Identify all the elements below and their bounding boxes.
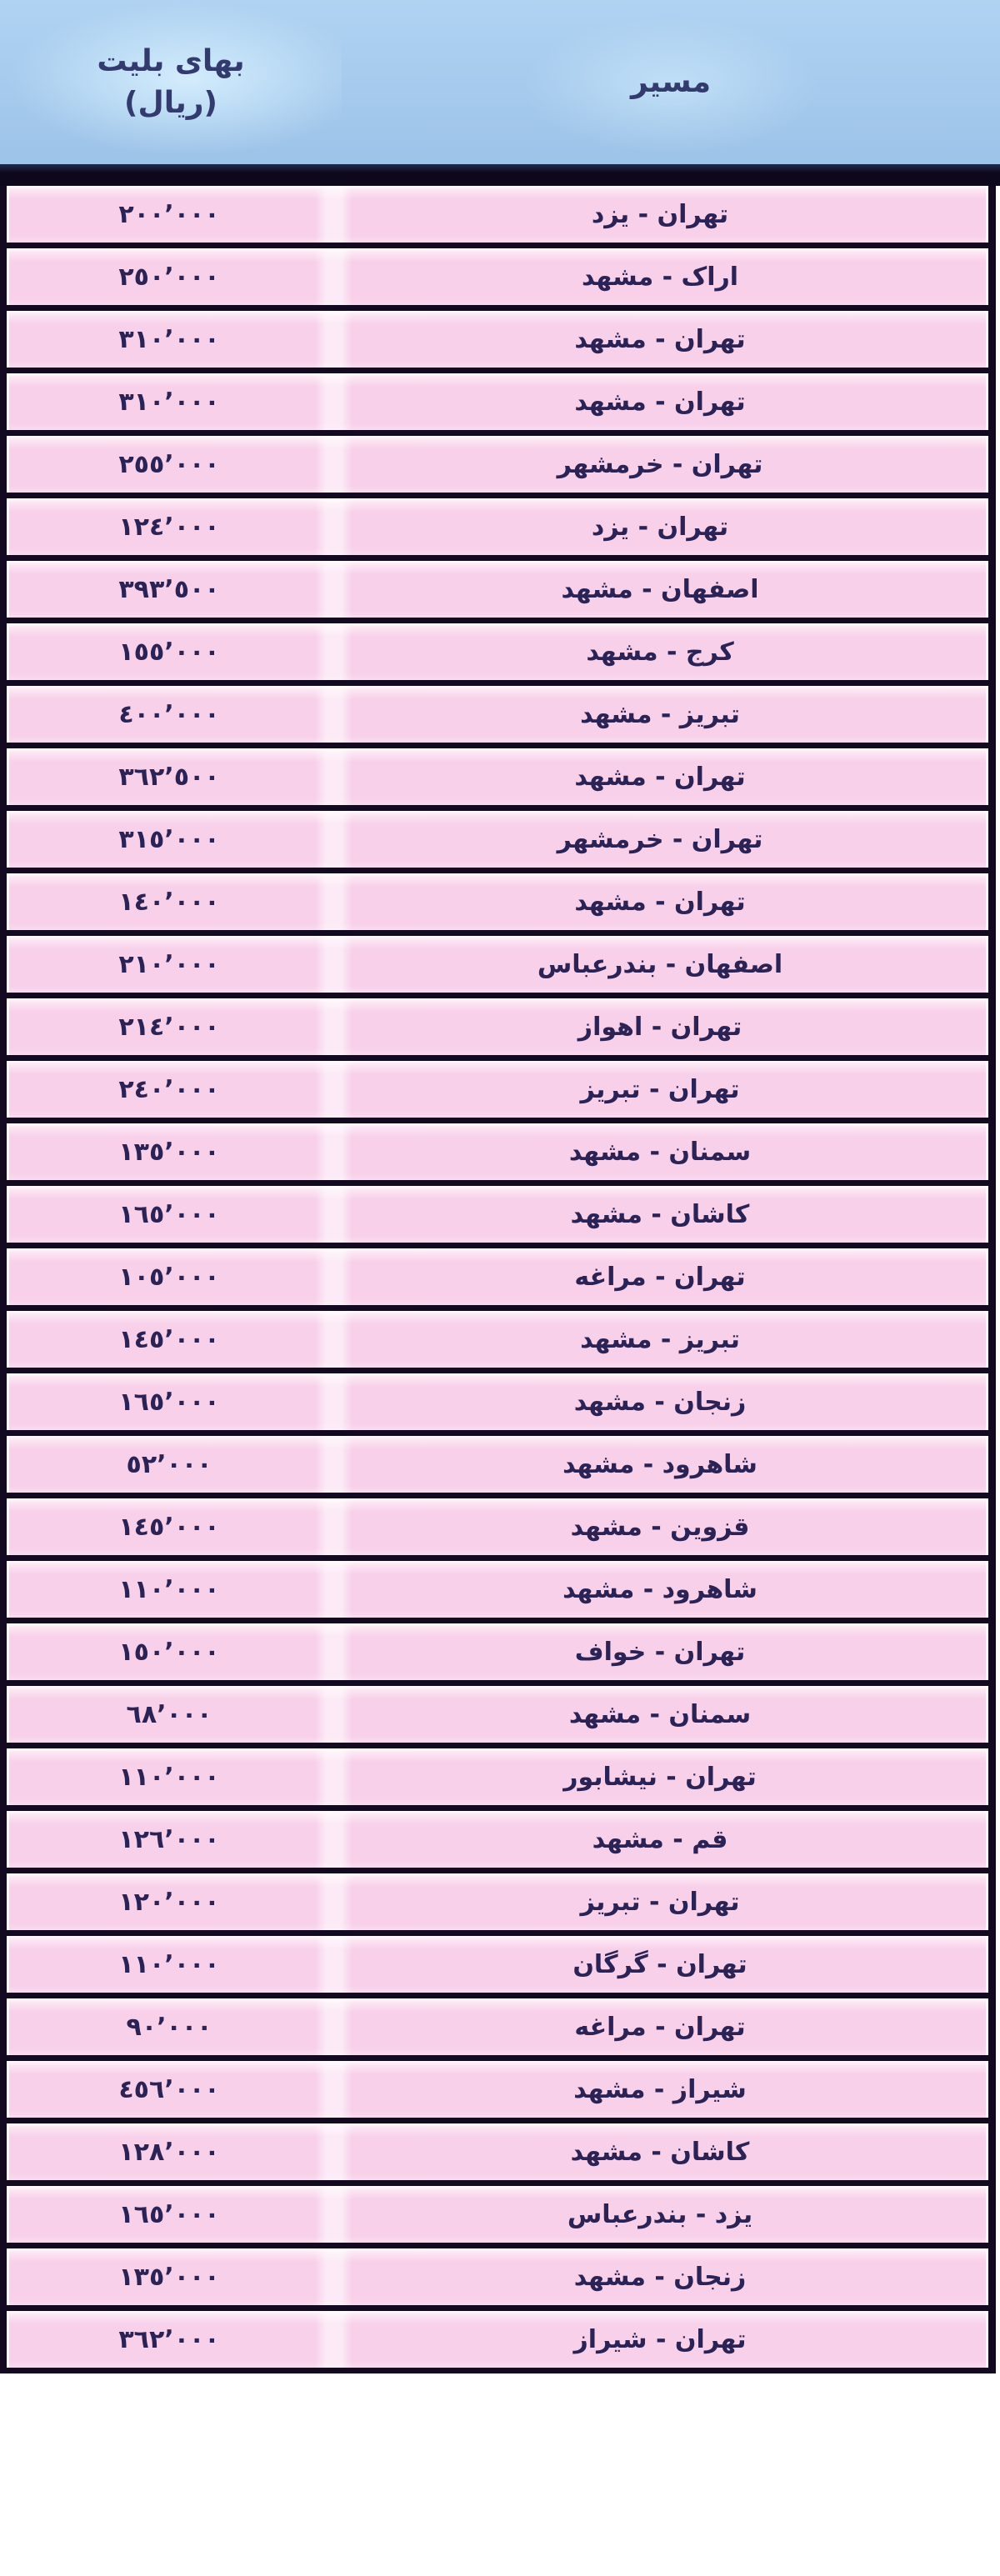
price-cell	[7, 2263, 332, 2292]
route-cell	[332, 1950, 988, 1979]
price-cell	[7, 950, 332, 979]
table-body	[0, 186, 996, 2373]
price-text: ١٦٥٬٠٠٠	[118, 1387, 220, 1417]
table-row	[7, 1811, 988, 1873]
price-text: ٦٨٬٠٠٠	[126, 1699, 212, 1729]
price-cell	[7, 200, 332, 229]
route-text: تهران - گرگان	[572, 1949, 748, 1979]
route-text: تهران - مشهد	[574, 324, 746, 354]
price-text: ٥٢٬٠٠٠	[126, 1449, 212, 1479]
route-text: تهران - یزد	[591, 512, 729, 542]
price-cell	[7, 1888, 332, 1917]
price-cell	[7, 2075, 332, 2104]
table-row	[7, 186, 988, 248]
table-row	[7, 248, 988, 311]
price-text: ٣٩٣٬٥٠٠	[118, 574, 220, 604]
route-cell	[332, 1075, 988, 1104]
price-cell	[7, 888, 332, 917]
route-text: تبریز - مشهد	[580, 1324, 740, 1354]
price-text: ٢٠٠٬٠٠٠	[118, 199, 220, 229]
route-cell	[332, 1763, 988, 1792]
route-text: تبریز - مشهد	[580, 699, 740, 729]
route-text: تهران - مراغه	[574, 2012, 746, 2042]
route-cell	[332, 513, 988, 542]
table-row	[7, 498, 988, 561]
route-cell	[332, 2200, 988, 2229]
price-cell	[7, 325, 332, 354]
route-text: تهران - مشهد	[574, 762, 746, 792]
price-text: ١٠٥٬٠٠٠	[118, 1262, 220, 1292]
price-text: ١٥٠٬٠٠٠	[118, 1637, 220, 1667]
price-text: ١٣٥٬٠٠٠	[118, 1137, 220, 1167]
route-text: شاهرود - مشهد	[562, 1574, 758, 1604]
price-cell	[7, 2138, 332, 2167]
table-row	[7, 373, 988, 436]
price-text: ٢٤٠٬٠٠٠	[118, 1074, 220, 1104]
header-separator-bar	[0, 164, 1000, 186]
price-text: ٣١٠٬٠٠٠	[118, 387, 220, 417]
route-cell	[332, 325, 988, 354]
route-text: تهران - خواف	[574, 1637, 746, 1667]
route-text: اراک - مشهد	[581, 262, 739, 292]
price-text: ٩٠٬٠٠٠	[126, 2012, 212, 2042]
route-cell	[332, 1888, 988, 1917]
table-row	[7, 2248, 988, 2311]
price-cell	[7, 450, 332, 479]
route-text: شیراز - مشهد	[573, 2074, 747, 2104]
table-row	[7, 686, 988, 748]
route-text: کاشان - مشهد	[570, 2137, 750, 2167]
price-text: ١٤٠٬٠٠٠	[118, 887, 220, 917]
price-text: ١٢٤٬٠٠٠	[118, 512, 220, 542]
price-text: ٤٥٦٬٠٠٠	[118, 2074, 220, 2104]
table-row	[7, 1873, 988, 1936]
table-row	[7, 2123, 988, 2186]
table-row	[7, 1998, 988, 2061]
price-text: ١٤٥٬٠٠٠	[118, 1512, 220, 1542]
route-text: کاشان - مشهد	[570, 1199, 750, 1229]
price-text: ١٢٨٬٠٠٠	[118, 2137, 220, 2167]
route-cell	[332, 263, 988, 292]
price-cell	[7, 2325, 332, 2354]
price-header-line2: (ریال)	[124, 85, 218, 120]
route-text: یزد - بندرعباس	[567, 2199, 753, 2229]
price-text: ١٥٥٬٠٠٠	[118, 637, 220, 667]
table-row	[7, 1123, 988, 1186]
table-row	[7, 1561, 988, 1623]
price-text: ٢١٤٬٠٠٠	[118, 1012, 220, 1042]
table-row	[7, 436, 988, 498]
route-cell	[332, 1638, 988, 1667]
table-row	[7, 623, 988, 686]
table-row	[7, 2311, 988, 2373]
route-text: تهران - خرمشهر	[557, 824, 763, 854]
table-row	[7, 1686, 988, 1748]
price-cell	[7, 1200, 332, 1229]
price-text: ٢٥٥٬٠٠٠	[118, 449, 220, 479]
table-row	[7, 873, 988, 936]
table-row	[7, 1061, 988, 1123]
route-text: تهران - مشهد	[574, 887, 746, 917]
route-header-label: مسیر	[630, 65, 711, 99]
price-cell	[7, 638, 332, 667]
price-column-header	[0, 0, 342, 164]
price-text: ١٦٥٬٠٠٠	[118, 2199, 220, 2229]
price-cell	[7, 1138, 332, 1167]
route-cell	[332, 638, 988, 667]
price-cell	[7, 1825, 332, 1854]
table-row	[7, 311, 988, 373]
price-text: ١٢٦٬٠٠٠	[118, 1824, 220, 1854]
price-text: ٣٦٢٬٥٠٠	[118, 762, 220, 792]
route-cell	[332, 1388, 988, 1417]
price-cell	[7, 388, 332, 417]
table-row	[7, 1748, 988, 1811]
route-cell	[332, 1325, 988, 1354]
route-cell	[332, 200, 988, 229]
route-text: شاهرود - مشهد	[562, 1449, 758, 1479]
table-row	[7, 1186, 988, 1248]
route-cell	[332, 1700, 988, 1729]
route-cell	[332, 950, 988, 979]
table-row	[7, 748, 988, 811]
route-cell	[332, 575, 988, 604]
price-header-line1: بهای بلیت	[97, 43, 245, 78]
route-cell	[332, 700, 988, 729]
table-row	[7, 1436, 988, 1498]
route-text: تهران - یزد	[591, 199, 729, 229]
route-text: تهران - نیشابور	[563, 1762, 757, 1792]
route-text: تهران - مشهد	[574, 387, 746, 417]
route-cell	[332, 763, 988, 792]
table-row	[7, 811, 988, 873]
route-text: تهران - تبریز	[580, 1074, 740, 1104]
route-text: کرج - مشهد	[586, 637, 734, 667]
price-cell	[7, 1450, 332, 1479]
route-cell	[332, 2138, 988, 2167]
table-row	[7, 561, 988, 623]
price-text: ٢٥٠٬٠٠٠	[118, 262, 220, 292]
table-row	[7, 1248, 988, 1311]
route-text: تهران - خرمشهر	[557, 449, 763, 479]
route-text: تهران - اهواز	[578, 1012, 742, 1042]
route-text: اصفهان - بندرعباس	[537, 949, 783, 979]
table-row	[7, 1311, 988, 1373]
route-cell	[332, 1575, 988, 1604]
price-text: ٣١٥٬٠٠٠	[118, 824, 220, 854]
route-text: زنجان - مشهد	[573, 2262, 747, 2292]
table-row	[7, 2061, 988, 2123]
price-cell	[7, 1950, 332, 1979]
price-text: ١٦٥٬٠٠٠	[118, 1199, 220, 1229]
price-text: ١٣٥٬٠٠٠	[118, 2262, 220, 2292]
route-cell	[332, 450, 988, 479]
price-text: ١١٠٬٠٠٠	[118, 1574, 220, 1604]
price-text: ١١٠٬٠٠٠	[118, 1949, 220, 1979]
price-cell	[7, 1325, 332, 1354]
route-cell	[332, 1263, 988, 1292]
price-cell	[7, 1388, 332, 1417]
route-cell	[332, 2325, 988, 2354]
price-cell	[7, 1513, 332, 1542]
price-cell	[7, 763, 332, 792]
price-cell	[7, 1263, 332, 1292]
price-text: ٢١٠٬٠٠٠	[118, 949, 220, 979]
route-text: تهران - تبریز	[580, 1887, 740, 1917]
price-cell	[7, 1013, 332, 1042]
route-cell	[332, 1200, 988, 1229]
route-cell	[332, 825, 988, 854]
route-text: سمنان - مشهد	[568, 1699, 752, 1729]
table-row	[7, 1373, 988, 1436]
route-text: تهران - مراغه	[574, 1262, 746, 1292]
route-cell	[332, 2013, 988, 2042]
price-cell	[7, 575, 332, 604]
price-text: ١٤٥٬٠٠٠	[118, 1324, 220, 1354]
price-cell	[7, 263, 332, 292]
table-row	[7, 998, 988, 1061]
route-cell	[332, 1013, 988, 1042]
price-cell	[7, 1700, 332, 1729]
route-cell	[332, 2075, 988, 2104]
price-cell	[7, 700, 332, 729]
route-column-header	[342, 0, 1000, 164]
route-cell	[332, 2263, 988, 2292]
price-cell	[7, 2200, 332, 2229]
price-cell	[7, 1575, 332, 1604]
route-text: سمنان - مشهد	[568, 1137, 752, 1167]
table-row	[7, 1936, 988, 1998]
route-cell	[332, 1825, 988, 1854]
route-cell	[332, 1513, 988, 1542]
table-row	[7, 1623, 988, 1686]
price-cell	[7, 2013, 332, 2042]
table-row	[7, 2186, 988, 2248]
price-cell	[7, 1638, 332, 1667]
price-cell	[7, 513, 332, 542]
price-cell	[7, 825, 332, 854]
price-text: ١١٠٬٠٠٠	[118, 1762, 220, 1792]
route-text: اصفهان - مشهد	[561, 574, 759, 604]
price-text: ١٢٠٬٠٠٠	[118, 1887, 220, 1917]
route-text: زنجان - مشهد	[573, 1387, 747, 1417]
price-cell	[7, 1075, 332, 1104]
route-cell	[332, 388, 988, 417]
route-cell	[332, 888, 988, 917]
price-text: ٤٠٠٬٠٠٠	[118, 699, 220, 729]
route-cell	[332, 1450, 988, 1479]
price-cell	[7, 1763, 332, 1792]
price-text: ٣١٠٬٠٠٠	[118, 324, 220, 354]
route-cell	[332, 1138, 988, 1167]
table-header-row	[0, 0, 1000, 164]
table-row	[7, 936, 988, 998]
price-text: ٣٦٢٬٠٠٠	[118, 2324, 220, 2354]
route-text: تهران - شیراز	[573, 2324, 747, 2354]
route-text: قزوین - مشهد	[570, 1512, 750, 1542]
table-row	[7, 1498, 988, 1561]
route-text: قم - مشهد	[592, 1824, 728, 1854]
